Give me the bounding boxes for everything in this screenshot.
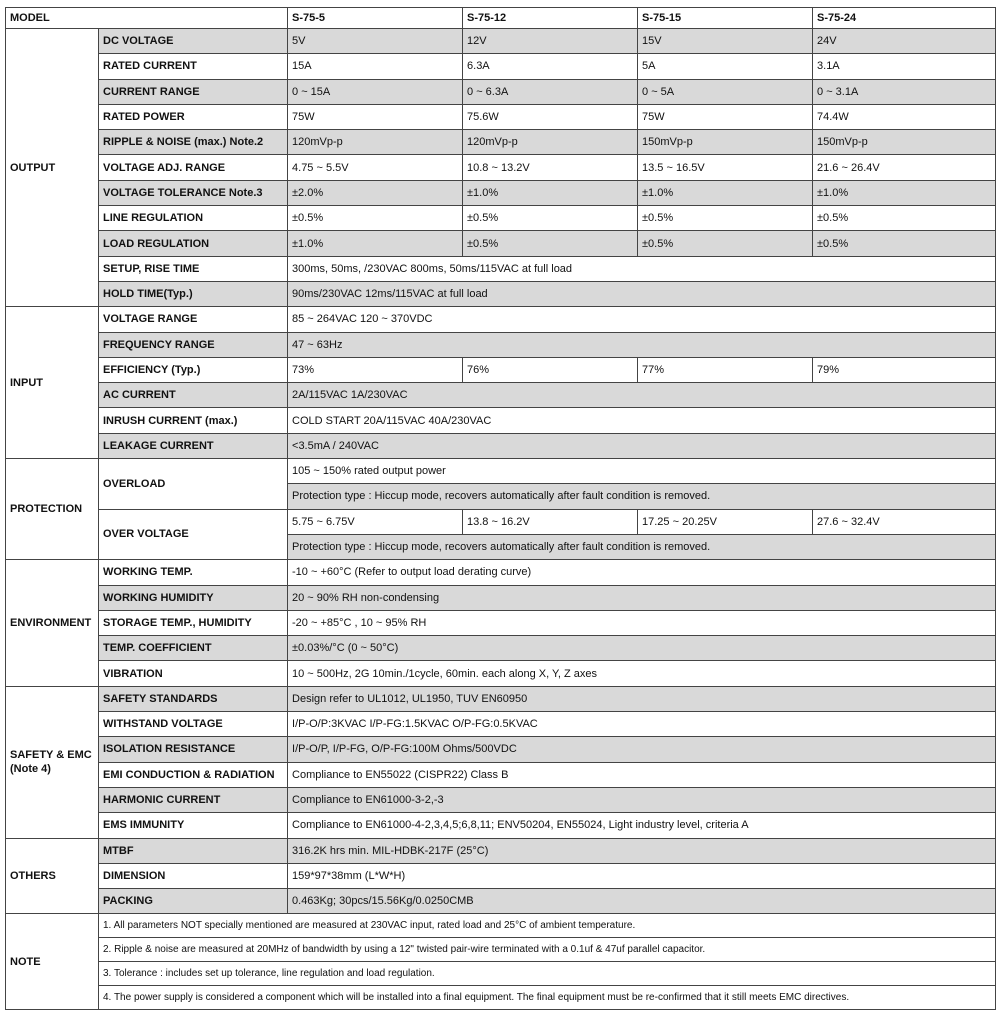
param-value: I/P-O/P, I/P-FG, O/P-FG:100M Ohms/500VDC [288,737,996,762]
param-value: 74.4W [813,104,996,129]
param-value: 75W [638,104,813,129]
param-label: SAFETY STANDARDS [99,686,288,711]
header-row [6,8,996,29]
param-label: OVERLOAD [99,459,288,510]
spec-row [6,383,996,408]
group-label: PROTECTION [6,459,99,560]
param-label: CURRENT RANGE [99,79,288,104]
param-label: STORAGE TEMP., HUMIDITY [99,610,288,635]
param-value: ±0.03%/°C (0 ~ 50°C) [288,636,996,661]
note-row [6,986,996,1010]
param-label: MTBF [99,838,288,863]
param-label: LEAKAGE CURRENT [99,433,288,458]
param-value: ±0.5% [288,206,463,231]
param-value: Protection type : Hiccup mode, recovers automatically after fault condition is removed. [288,484,996,509]
param-label: LOAD REGULATION [99,231,288,256]
spec-row [6,332,996,357]
spec-row [6,231,996,256]
param-value: 120mVp-p [463,130,638,155]
spec-row [6,560,996,585]
param-value: 0.463Kg; 30pcs/15.56Kg/0.0250CMB [288,889,996,914]
param-value: Protection type : Hiccup mode, recovers automatically after fault condition is removed. [288,534,996,559]
spec-row [6,889,996,914]
notes-label: NOTE [6,914,99,1010]
spec-row [6,610,996,635]
param-label: TEMP. COEFFICIENT [99,636,288,661]
group-label: INPUT [6,307,99,459]
model-name: S-75-12 [463,8,638,29]
param-label: DIMENSION [99,863,288,888]
param-label: WITHSTAND VOLTAGE [99,712,288,737]
group-label: OTHERS [6,838,99,914]
param-value: 90ms/230VAC 12ms/115VAC at full load [288,281,996,306]
param-value: 85 ~ 264VAC 120 ~ 370VDC [288,307,996,332]
param-label: RATED CURRENT [99,54,288,79]
param-label: VOLTAGE ADJ. RANGE [99,155,288,180]
param-value: 0 ~ 15A [288,79,463,104]
param-value: I/P-O/P:3KVAC I/P-FG:1.5KVAC O/P-FG:0.5KVAC [288,712,996,737]
spec-row [6,180,996,205]
param-label: DC VOLTAGE [99,29,288,54]
param-value: 77% [638,357,813,382]
param-value: 73% [288,357,463,382]
param-value: 159*97*38mm (L*W*H) [288,863,996,888]
param-label: AC CURRENT [99,383,288,408]
spec-row [6,813,996,838]
param-value: 2A/115VAC 1A/230VAC [288,383,996,408]
param-value: 17.25 ~ 20.25V [638,509,813,534]
model-name: S-75-15 [638,8,813,29]
spec-table [5,7,996,1010]
param-value: 5.75 ~ 6.75V [288,509,463,534]
param-value: 0 ~ 3.1A [813,79,996,104]
param-label: HOLD TIME(Typ.) [99,281,288,306]
param-value: 120mVp-p [288,130,463,155]
param-label: EMI CONDUCTION & RADIATION [99,762,288,787]
param-value: ±1.0% [288,231,463,256]
spec-row [6,712,996,737]
param-value: 75W [288,104,463,129]
spec-table-body [6,8,996,1010]
spec-row [6,787,996,812]
param-value: 20 ~ 90% RH non-condensing [288,585,996,610]
param-value: ±1.0% [638,180,813,205]
spec-row [6,357,996,382]
spec-row [6,79,996,104]
param-value: ±0.5% [463,206,638,231]
param-value: 12V [463,29,638,54]
spec-row [6,54,996,79]
param-value: 3.1A [813,54,996,79]
param-value: ±0.5% [463,231,638,256]
model-name: S-75-5 [288,8,463,29]
group-label: SAFETY & EMC (Note 4) [6,686,99,838]
param-value: 10 ~ 500Hz, 2G 10min./1cycle, 60min. each along X, Y, Z axes [288,661,996,686]
param-label: HARMONIC CURRENT [99,787,288,812]
group-label: ENVIRONMENT [6,560,99,686]
param-value: 79% [813,357,996,382]
param-label: FREQUENCY RANGE [99,332,288,357]
note-text: 4. The power supply is considered a component which will be installed into a final equipment. The final equipment must be re-confirmed that it still meets EMC directives. [99,986,996,1010]
spec-row [6,408,996,433]
param-label: EMS IMMUNITY [99,813,288,838]
spec-row [6,155,996,180]
spec-row [6,307,996,332]
spec-row [6,686,996,711]
note-row [6,914,996,938]
param-label: EFFICIENCY (Typ.) [99,357,288,382]
param-value: COLD START 20A/115VAC 40A/230VAC [288,408,996,433]
spec-row [6,433,996,458]
param-value: 150mVp-p [638,130,813,155]
param-value: 15A [288,54,463,79]
param-value: 27.6 ~ 32.4V [813,509,996,534]
param-label: PACKING [99,889,288,914]
param-value: Design refer to UL1012, UL1950, TUV EN60950 [288,686,996,711]
param-label: SETUP, RISE TIME [99,256,288,281]
model-name: S-75-24 [813,8,996,29]
param-value: 75.6W [463,104,638,129]
param-value: 6.3A [463,54,638,79]
spec-row [6,104,996,129]
param-label: INRUSH CURRENT (max.) [99,408,288,433]
spec-row [6,762,996,787]
param-label: LINE REGULATION [99,206,288,231]
spec-row [6,737,996,762]
note-row [6,962,996,986]
param-value: 300ms, 50ms, /230VAC 800ms, 50ms/115VAC at full load [288,256,996,281]
param-value: 15V [638,29,813,54]
param-value: <3.5mA / 240VAC [288,433,996,458]
param-value: -10 ~ +60°C (Refer to output load derating curve) [288,560,996,585]
param-value: ±0.5% [813,206,996,231]
param-value: 24V [813,29,996,54]
param-label: WORKING TEMP. [99,560,288,585]
param-label: WORKING HUMIDITY [99,585,288,610]
spec-row [6,256,996,281]
param-label: VOLTAGE RANGE [99,307,288,332]
param-value: Compliance to EN55022 (CISPR22) Class B [288,762,996,787]
spec-row [6,585,996,610]
spec-row [6,636,996,661]
spec-row [6,206,996,231]
param-value: 150mVp-p [813,130,996,155]
param-value: 0 ~ 5A [638,79,813,104]
spec-row [6,281,996,306]
param-value: 316.2K hrs min. MIL-HDBK-217F (25°C) [288,838,996,863]
param-value: -20 ~ +85°C , 10 ~ 95% RH [288,610,996,635]
spec-row [6,838,996,863]
param-value: 4.75 ~ 5.5V [288,155,463,180]
param-value: ±1.0% [463,180,638,205]
spec-row [6,459,996,484]
param-label: ISOLATION RESISTANCE [99,737,288,762]
param-label: RIPPLE & NOISE (max.) Note.2 [99,130,288,155]
note-text: 1. All parameters NOT specially mentioned are measured at 230VAC input, rated load and 25°C of ambient temperature. [99,914,996,938]
param-label: RATED POWER [99,104,288,129]
param-value: 10.8 ~ 13.2V [463,155,638,180]
param-label: VOLTAGE TOLERANCE Note.3 [99,180,288,205]
param-value: 47 ~ 63Hz [288,332,996,357]
param-value: 5V [288,29,463,54]
param-value: 105 ~ 150% rated output power [288,459,996,484]
param-value: Compliance to EN61000-4-2,3,4,5;6,8,11; ENV50204, EN55024, Light industry level, criteria A [288,813,996,838]
group-label: OUTPUT [6,29,99,307]
spec-row [6,661,996,686]
model-header: MODEL [6,8,288,29]
spec-row [6,509,996,534]
param-value: Compliance to EN61000-3-2,-3 [288,787,996,812]
note-row [6,938,996,962]
param-value: ±2.0% [288,180,463,205]
note-text: 2. Ripple & noise are measured at 20MHz of bandwidth by using a 12" twisted pair-wire terminated with a 0.1uf & 47uf parallel capacitor. [99,938,996,962]
param-value: 21.6 ~ 26.4V [813,155,996,180]
spec-row [6,863,996,888]
note-text: 3. Tolerance : includes set up tolerance, line regulation and load regulation. [99,962,996,986]
param-value: ±0.5% [638,206,813,231]
spec-row [6,29,996,54]
param-value: ±0.5% [638,231,813,256]
spec-row [6,130,996,155]
param-label: OVER VOLTAGE [99,509,288,560]
param-value: 13.5 ~ 16.5V [638,155,813,180]
param-value: 13.8 ~ 16.2V [463,509,638,534]
param-value: 76% [463,357,638,382]
param-value: 5A [638,54,813,79]
param-value: ±1.0% [813,180,996,205]
param-value: 0 ~ 6.3A [463,79,638,104]
param-value: ±0.5% [813,231,996,256]
param-label: VIBRATION [99,661,288,686]
